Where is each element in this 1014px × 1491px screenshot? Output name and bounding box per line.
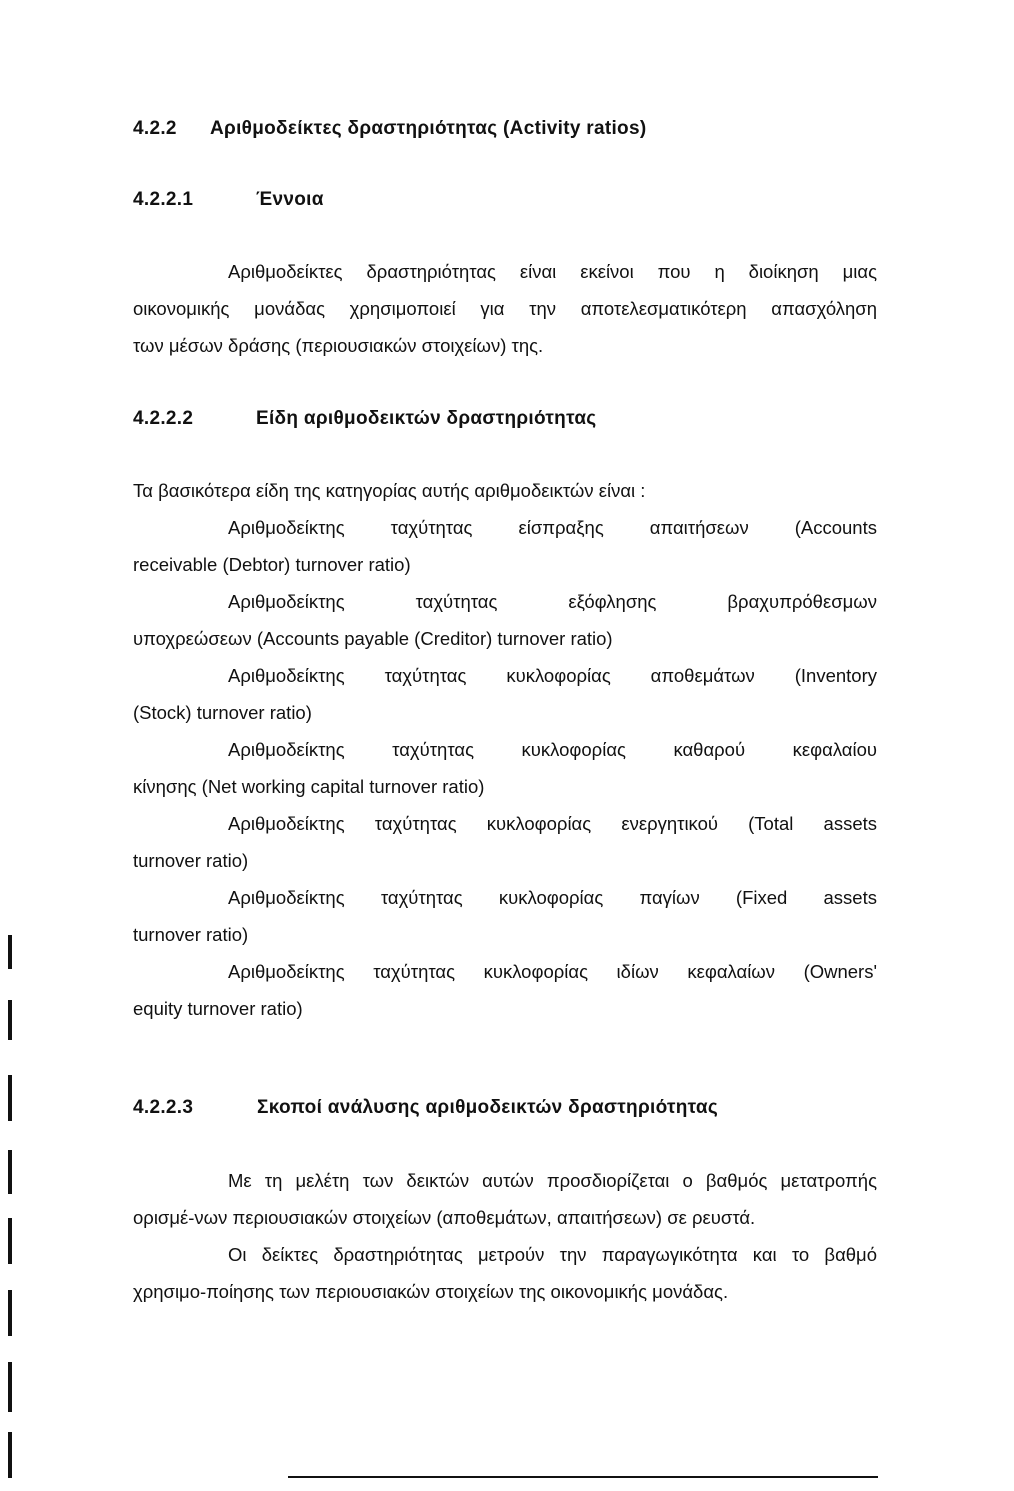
ratio-types-list (133, 472, 877, 1027)
section-number: 4.2.2.2 (133, 408, 194, 429)
list-item-line: equity turnover ratio) (133, 998, 303, 1019)
section-title: Αριθμοδείκτες δραστηριότητας (Activity ratios) (210, 118, 647, 139)
list-item-line: υποχρεώσεων (Accounts payable (Creditor) turnover ratio) (133, 628, 613, 649)
list-item-line: receivable (Debtor) turnover ratio) (133, 554, 411, 575)
paragraph-line: Με τη μελέτη των δεικτών αυτών προσδιορίζεται ο βαθμός μετατροπής (228, 1170, 877, 1191)
margin-mark (8, 1000, 12, 1040)
list-item-line: Αριθμοδείκτης ταχύτητας κυκλοφορίας παγίων (Fixed assets (228, 887, 877, 908)
section-heading-4-2-2 (133, 118, 647, 140)
section-title: Έννοια (256, 189, 324, 210)
footer-rule (288, 1476, 878, 1478)
list-item-line: turnover ratio) (133, 924, 249, 945)
margin-mark (8, 1150, 12, 1194)
purpose-paragraphs (133, 1162, 877, 1310)
paragraph-line: Οι δείκτες δραστηριότητας μετρούν την παραγωγικότητα και το βαθμό (228, 1244, 877, 1265)
list-item-line: Αριθμοδείκτης ταχύτητας κυκλοφορίας καθαρού κεφαλαίου (228, 739, 877, 760)
section-heading-4-2-2-1 (133, 189, 324, 211)
margin-mark (8, 1075, 12, 1121)
paragraph-line: χρησιμο-ποίησης των περιουσιακών στοιχείων της οικονομικής μονάδας. (133, 1281, 729, 1302)
margin-mark (8, 1432, 12, 1478)
section-number: 4.2.2 (133, 118, 177, 139)
section-heading-4-2-2-3 (133, 1097, 719, 1119)
section-title: Είδη αριθμοδεικτών δραστηριότητας (256, 408, 597, 429)
list-item-line: turnover ratio) (133, 850, 249, 871)
margin-mark (8, 1290, 12, 1336)
list-item-line: κίνησης (Net working capital turnover ratio) (133, 776, 485, 797)
list-intro: Τα βασικότερα είδη της κατηγορίας αυτής αριθμοδεικτών είναι : (133, 480, 646, 501)
list-item-line: Αριθμοδείκτης ταχύτητας κυκλοφορίας ιδίων κεφαλαίων (Owners' (228, 961, 877, 982)
list-item-line: Αριθμοδείκτης ταχύτητας εξόφλησης βραχυπρόθεσμων (228, 591, 877, 612)
margin-mark (8, 1218, 12, 1264)
margin-mark (8, 1362, 12, 1412)
section-heading-4-2-2-2 (133, 408, 597, 430)
margin-mark (8, 935, 12, 969)
paragraph-line: ορισμέ-νων περιουσιακών στοιχείων (αποθεμάτων, απαιτήσεων) σε ρευστά. (133, 1207, 756, 1228)
list-item-line: Αριθμοδείκτης ταχύτητας κυκλοφορίας ενεργητικού (Total assets (228, 813, 877, 834)
section-number: 4.2.2.1 (133, 189, 194, 210)
paragraph-line: των μέσων δράσης (περιουσιακών στοιχείων) της. (133, 335, 544, 356)
section-title: Σκοποί ανάλυσης αριθμοδεικτών δραστηριότητας (257, 1097, 719, 1118)
list-item-line: Αριθμοδείκτης ταχύτητας είσπραξης απαιτήσεων (Accounts (228, 517, 877, 538)
list-item-line: (Stock) turnover ratio) (133, 702, 312, 723)
paragraph-line: Αριθμοδείκτες δραστηριότητας είναι εκείνοι που η διοίκηση μιας (228, 261, 877, 282)
definition-paragraph (133, 253, 877, 364)
paragraph-line: οικονομικής μονάδας χρησιμοποιεί για την αποτελεσματικότερη απασχόληση (133, 298, 877, 319)
list-item-line: Αριθμοδείκτης ταχύτητας κυκλοφορίας αποθεμάτων (Inventory (228, 665, 877, 686)
section-number: 4.2.2.3 (133, 1097, 194, 1118)
